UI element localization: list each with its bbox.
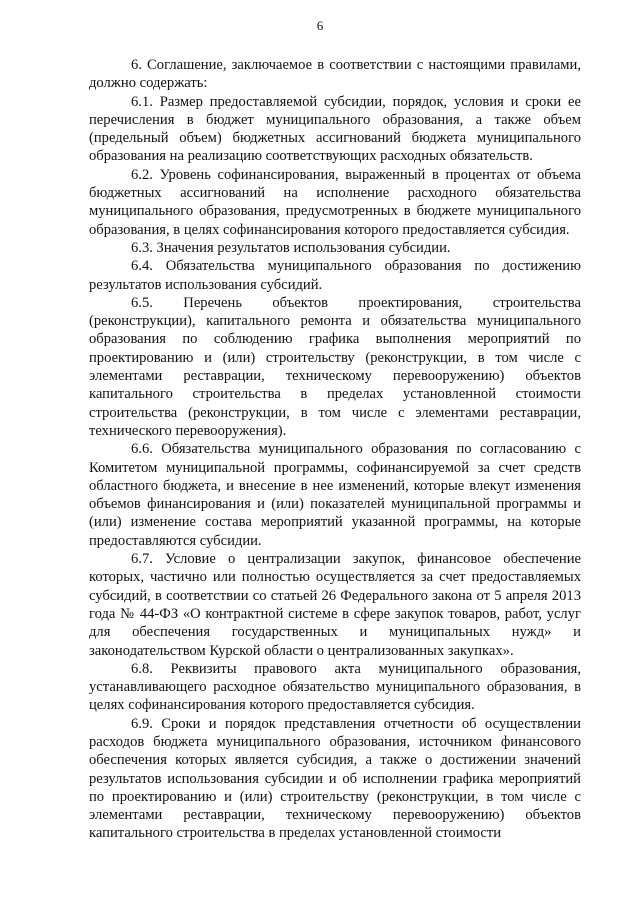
paragraph-6-4: 6.4. Обязательства муниципального образования по достижению результатов использования субсидий. xyxy=(89,258,581,293)
paragraph-6: 6. Соглашение, заключаемое в соответствии с настоящими правилами, должно содержать: xyxy=(89,57,581,92)
paragraph-6-3: 6.3. Значения результатов использования субсидии. xyxy=(131,239,451,256)
page-number: 6 xyxy=(316,18,324,33)
paragraph-6-1: 6.1. Размер предоставляемой субсидии, порядок, условия и сроки ее перечисления в бюджет муниципального образования, а также объем (предельный объем) бюджетных ассигнований бюджета муниципального образования на реализацию соответствующих расходных обязательств. xyxy=(89,93,581,165)
paragraph-6-5: 6.5. Перечень объектов проектирования, строительства (реконструкции), капитального ремонта и обязательства муниципального образования по соблюдению графика выполнения мероприятий по проектированию и (или) строительству (реконструкции, в том числе с элементами реставрации, техническому перевооружению) объектов капитального строительства в пределах установленной стоимости строительства (реконструкции, в том числе с элементами реставрации, технического перевооружения). xyxy=(89,294,581,439)
paragraph-6-6: 6.6. Обязательства муниципального образования по согласованию с Комитетом муниципальной программы, софинансируемой за счет средств областного бюджета, и внесение в нее изменений, которые влекут изменения объемов финансирования и (или) показателей муниципальной программы и (или) изменение состава мероприятий указанной программы, на которые предоставляются субсидии. xyxy=(89,441,581,549)
paragraph-6-2: 6.2. Уровень софинансирования, выраженный в процентах от объема бюджетных ассигнований на исполнение расходного обязательства муниципального образования, предусмотренных в бюджете муниципального образования, в целях софинансирования которого предоставляется субсидия. xyxy=(89,166,581,238)
paragraph-6-9: 6.9. Сроки и порядок представления отчетности об осуществлении расходов бюджета муниципального образования, источником финансового обеспечения которых является субсидия, а также о достижении значений результатов использования субсидии и об исполнении графика мероприятий по проектированию и (или) строительству (реконструкции, в том числе с элементами реставрации, техническому перевооружению) объектов капитального строительства в пределах установленной стоимости xyxy=(89,715,581,842)
paragraph-6-8: 6.8. Реквизиты правового акта муниципального образования, устанавливающего расходное обязательство муниципального образования, в целях софинансирования которого предоставляется субсидия. xyxy=(89,660,581,714)
document-body xyxy=(89,56,581,843)
paragraph-6-7: 6.7. Условие о централизации закупок, финансовое обеспечение которых, частично или полностью осуществляется за счет предоставляемых субсидий, в соответствии со статьей 26 Федерального закона от 5 апреля 2013 года № 44-ФЗ «О контрактной системе в сфере закупок товаров, работ, услуг для обеспечения государственных и муниципальных нужд» и законодательством Курской области о централизованных закупках». xyxy=(89,551,581,659)
